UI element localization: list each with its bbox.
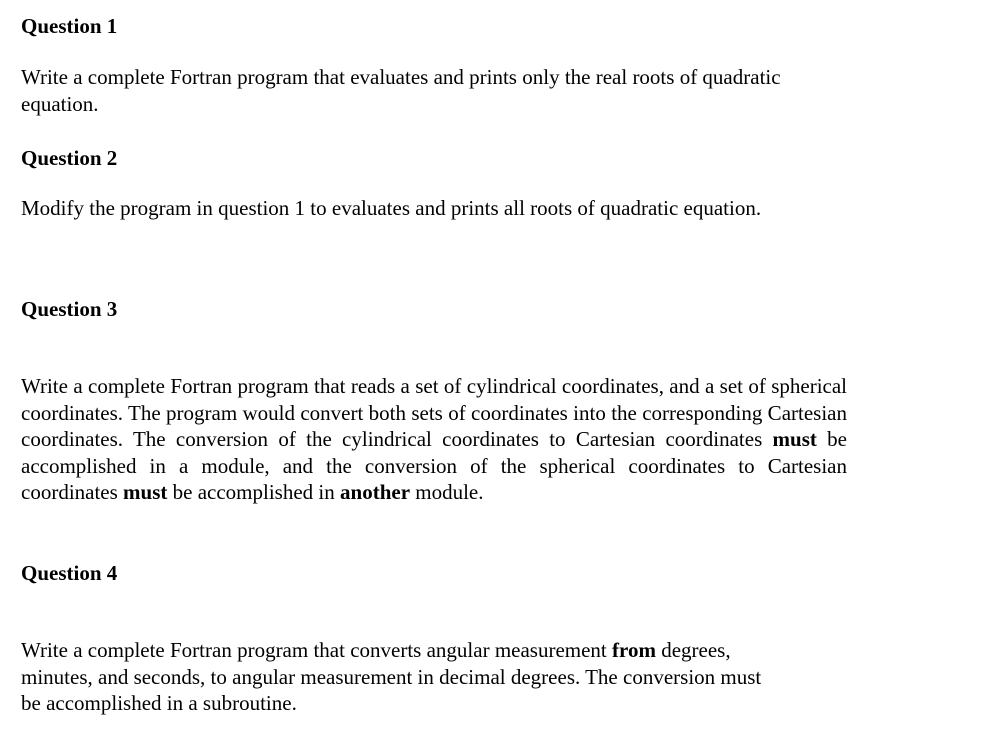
question-1-line-1: Write a complete Fortran program that evaluates and prints only the real roots of quadratic <box>21 65 781 89</box>
emphasis-from: from <box>612 638 656 662</box>
question-3-text <box>21 373 847 506</box>
question-4-line-1-part-a: Write a complete Fortran program that converts angular measurement <box>21 638 613 662</box>
emphasis-another: another <box>340 480 411 504</box>
question-2-text: Modify the program in question 1 to evaluates and prints all roots of quadratic equation. <box>21 196 762 220</box>
question-3-text-part-d: module. <box>410 480 484 504</box>
question-3-text-part-a: Write a complete Fortran program that reads a set of cylindrical coordinates, and a set of spherical coordinates. The program would convert both sets of coordinates into the corresponding Cartesian coordinates. The conversion of the cylindrical coordinates to Cartesian coordinates <box>21 374 847 451</box>
question-2-heading: Question 2 <box>21 146 118 170</box>
question-3-text-part-b: be accomplished in a module, and the conversion of the spherical coordinates to Cartesian coordinates <box>21 427 847 504</box>
question-1-line-2: equation. <box>21 91 99 116</box>
question-3-heading: Question 3 <box>21 297 118 321</box>
question-4-line-3: be accomplished in a subroutine. <box>21 691 297 715</box>
emphasis-must-1: must <box>772 427 817 451</box>
question-4-text <box>21 637 761 717</box>
question-4-line-1-part-b: degrees, <box>655 638 731 662</box>
question-4-heading: Question 4 <box>21 561 118 585</box>
question-3-text-part-c: be accomplished in <box>167 480 341 504</box>
question-4-line-2: minutes, and seconds, to angular measurement in decimal degrees. The conversion must <box>21 664 762 689</box>
question-1-heading: Question 1 <box>21 14 118 38</box>
question-1-text <box>21 64 781 117</box>
emphasis-must-2: must <box>123 480 168 504</box>
